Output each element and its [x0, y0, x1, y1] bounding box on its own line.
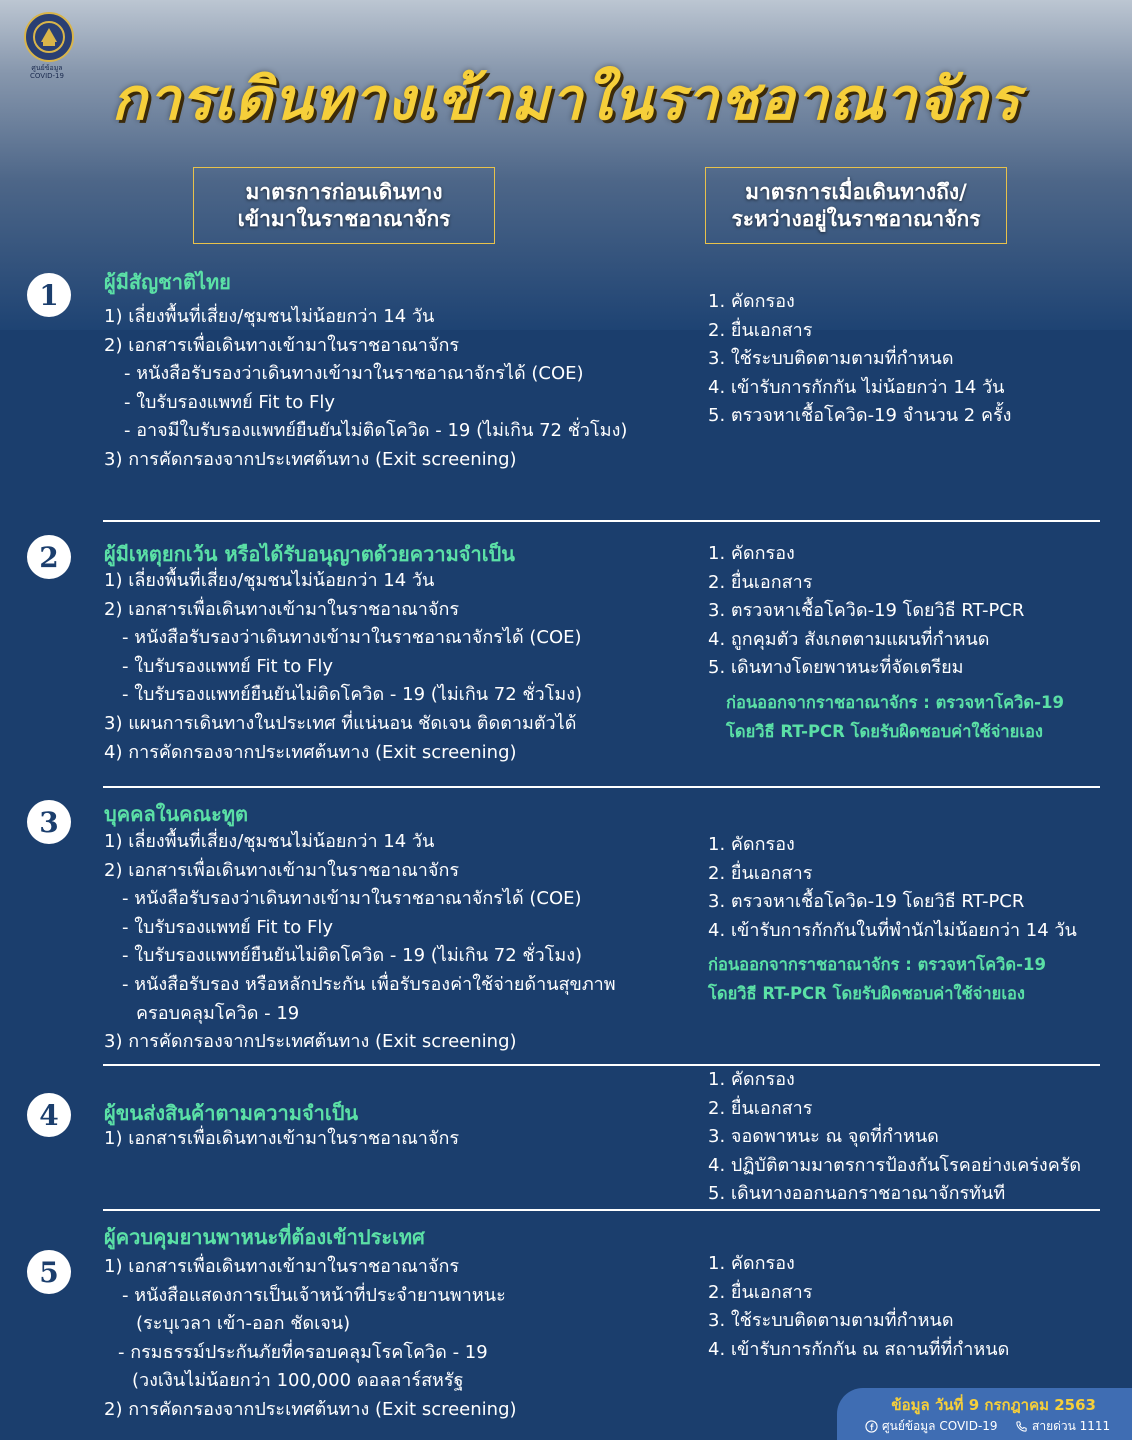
facebook-icon	[865, 1420, 878, 1433]
list-item: 1. คัดกรอง	[708, 1253, 795, 1274]
list-item: - หนังสือรับรอง หรือหลักประกัน เพื่อรับรองค่าใช้จ่ายด้านสุขภาพ	[122, 973, 616, 995]
list-item: 1) เลี่ยงพื้นที่เสี่ยง/ชุมชนไม่น้อยกว่า 14 วัน	[104, 306, 435, 327]
column-header-before-line-1: มาตรการก่อนเดินทาง	[245, 179, 443, 204]
list-item: - ใบรับรองแพทย์ยืนยันไม่ติดโควิด - 19 (ไม่เกิน 72 ชั่วโมง)	[122, 684, 583, 706]
list-item: 3. ใช้ระบบติดตามตามที่กำหนด	[708, 1310, 954, 1332]
list-item: 4. เข้ารับการกักกันในที่พำนักไม่น้อยกว่า 14 วัน	[708, 919, 1077, 941]
logo-caption-line-1: ศูนย์ข้อมูล	[31, 64, 63, 72]
list-item: 2. ยื่นเอกสาร	[708, 571, 813, 593]
column-header-before-line-2: เข้ามาในราชอาณาจักร	[237, 206, 451, 231]
section-1-before-list	[104, 303, 627, 475]
hotline-label	[1015, 1417, 1110, 1436]
section-divider	[103, 520, 1100, 522]
list-item: 2. ยื่นเอกสาร	[708, 1097, 813, 1119]
list-item: - ใบรับรองแพทย์ Fit to Fly	[124, 391, 336, 413]
list-item: 2) เอกสารเพื่อเดินทางเข้ามาในราชอาณาจักร	[104, 598, 460, 620]
section-title-4: ผู้ขนส่งสินค้าตามความจำเป็น	[104, 1101, 359, 1125]
logo-caption-line-2: COVID-19	[30, 72, 64, 80]
list-item: 3) การคัดกรองจากประเทศต้นทาง (Exit screening)	[104, 448, 517, 470]
section-title-1: ผู้มีสัญชาติไทย	[104, 270, 231, 294]
column-header-after	[705, 167, 1007, 244]
note-line: ก่อนออกจากราชอาณาจักร : ตรวจหาโควิด-19	[726, 692, 1064, 712]
list-item: - หนังสือรับรองว่าเดินทางเข้ามาในราชอาณาจักรได้ (COE)	[124, 363, 584, 385]
data-date: ข้อมูล วันที่ 9 กรกฎาคม 2563	[891, 1396, 1096, 1414]
column-header-before	[193, 167, 495, 244]
list-item: (วงเงินไม่น้อยกว่า 100,000 ดอลลาร์สหรัฐ	[132, 1370, 464, 1392]
list-item: 5. ตรวจหาเชื้อโควิด-19 จำนวน 2 ครั้ง	[708, 405, 1012, 427]
list-item: 1) เลี่ยงพื้นที่เสี่ยง/ชุมชนไม่น้อยกว่า 14 วัน	[104, 570, 435, 591]
note-line: ก่อนออกจากราชอาณาจักร : ตรวจหาโควิด-19	[708, 955, 1046, 975]
list-item: 1. คัดกรอง	[708, 543, 795, 564]
list-item: 4. เข้ารับการกักกัน ไม่น้อยกว่า 14 วัน	[708, 376, 1005, 398]
page-title: การเดินทางเข้ามาในราชอาณาจักร	[111, 65, 1021, 133]
list-item: ครอบคลุมโควิด - 19	[136, 1002, 300, 1024]
list-item: 1. คัดกรอง	[708, 834, 795, 855]
footer-info-badge	[837, 1388, 1132, 1440]
section-number-4: 4	[27, 1093, 71, 1137]
section-number-2: 2	[27, 535, 71, 579]
section-2-before-list	[104, 567, 582, 767]
section-3-before-list	[104, 828, 616, 1057]
section-divider	[103, 1209, 1100, 1211]
list-item: - หนังสือรับรองว่าเดินทางเข้ามาในราชอาณาจักรได้ (COE)	[122, 627, 582, 649]
list-item: 3. ใช้ระบบติดตามตามที่กำหนด	[708, 348, 954, 370]
list-item: 1) เอกสารเพื่อเดินทางเข้ามาในราชอาณาจักร	[104, 1128, 460, 1149]
section-title-2: ผู้มีเหตุยกเว้น หรือได้รับอนุญาตด้วยความจำเป็น	[104, 542, 515, 566]
list-item: - หนังสือแสดงการเป็นเจ้าหน้าที่ประจำยานพาหนะ	[122, 1284, 506, 1306]
section-number-3: 3	[27, 800, 71, 844]
list-item: - อาจมีใบรับรองแพทย์ยืนยันไม่ติดโควิด - 19 (ไม่เกิน 72 ชั่วโมง)	[124, 420, 628, 442]
list-item: 1. คัดกรอง	[708, 1069, 795, 1090]
section-4-before-list	[104, 1125, 459, 1154]
list-item: 4. เข้ารับการกักกัน ณ สถานที่ที่กำหนด	[708, 1338, 1010, 1360]
list-item: - หนังสือรับรองว่าเดินทางเข้ามาในราชอาณาจักรได้ (COE)	[122, 888, 582, 910]
phone-icon	[1015, 1420, 1028, 1433]
list-item: 3) การคัดกรองจากประเทศต้นทาง (Exit screening)	[104, 1031, 517, 1053]
list-item: - ใบรับรองแพทย์ Fit to Fly	[122, 916, 334, 938]
list-item: 2) เอกสารเพื่อเดินทางเข้ามาในราชอาณาจักร	[104, 334, 460, 356]
list-item: 5. เดินทางออกนอกราชอาณาจักรทันที	[708, 1183, 1006, 1205]
section-3-after-list	[708, 831, 1077, 1009]
section-number-1: 1	[27, 273, 71, 317]
list-item: - ใบรับรองแพทย์ยืนยันไม่ติดโควิด - 19 (ไม่เกิน 72 ชั่วโมง)	[122, 945, 583, 967]
list-item: 1) เอกสารเพื่อเดินทางเข้ามาในราชอาณาจักร	[104, 1256, 460, 1277]
list-item: 1. คัดกรอง	[708, 291, 795, 312]
list-item: 2. ยื่นเอกสาร	[708, 319, 813, 341]
section-5-after-list	[708, 1250, 1009, 1364]
list-item: - กรมธรรม์ประกันภัยที่ครอบคลุมโรคโควิด - 19	[118, 1341, 488, 1363]
seal-emblem-icon	[32, 20, 66, 54]
note-line: โดยวิธี RT-PCR โดยรับผิดชอบค่าใช้จ่ายเอง	[708, 983, 1025, 1003]
section-divider	[103, 786, 1100, 788]
list-item: 2) เอกสารเพื่อเดินทางเข้ามาในราชอาณาจักร	[104, 859, 460, 881]
column-header-after-line-2: ระหว่างอยู่ในราชอาณาจักร	[731, 206, 981, 231]
list-item: 4. ปฏิบัติตามมาตรการป้องกันโรคอย่างเคร่งครัด	[708, 1154, 1082, 1176]
section-2-after-list	[708, 540, 1064, 746]
list-item: 2) การคัดกรองจากประเทศต้นทาง (Exit screening)	[104, 1398, 517, 1420]
section-title-5: ผู้ควบคุมยานพาหนะที่ต้องเข้าประเทศ	[104, 1225, 425, 1249]
list-item: 3) แผนการเดินทางในประเทศ ที่แน่นอน ชัดเจน ติดตามตัวได้	[104, 712, 577, 734]
list-item: 3. จอดพาหนะ ณ จุดที่กำหนด	[708, 1126, 939, 1148]
list-item: 3. ตรวจหาเชื้อโควิด-19 โดยวิธี RT-PCR	[708, 891, 1025, 913]
facebook-page-name: ศูนย์ข้อมูล COVID-19	[882, 1419, 998, 1433]
section-5-before-list	[104, 1253, 517, 1425]
list-item: 2. ยื่นเอกสาร	[708, 1281, 813, 1303]
list-item: 1) เลี่ยงพื้นที่เสี่ยง/ชุมชนไม่น้อยกว่า 14 วัน	[104, 831, 435, 852]
list-item: - ใบรับรองแพทย์ Fit to Fly	[122, 655, 334, 677]
list-item: (ระบุเวลา เข้า-ออก ชัดเจน)	[136, 1313, 351, 1335]
note-line: โดยวิธี RT-PCR โดยรับผิดชอบค่าใช้จ่ายเอง	[726, 721, 1043, 741]
list-item: 5. เดินทางโดยพาหนะที่จัดเตรียม	[708, 657, 964, 679]
section-number-5: 5	[27, 1250, 71, 1294]
list-item: 4) การคัดกรองจากประเทศต้นทาง (Exit screening)	[104, 741, 517, 763]
section-1-after-list	[708, 288, 1011, 431]
section-title-3: บุคคลในคณะทูต	[104, 802, 248, 826]
list-item: 3. ตรวจหาเชื้อโควิด-19 โดยวิธี RT-PCR	[708, 600, 1025, 622]
column-header-after-line-1: มาตรการเมื่อเดินทางถึง/	[745, 179, 967, 204]
facebook-page-label	[865, 1417, 998, 1436]
hotline-number: สายด่วน 1111	[1032, 1419, 1111, 1433]
section-4-after-list	[708, 1066, 1081, 1209]
list-item: 2. ยื่นเอกสาร	[708, 862, 813, 884]
list-item: 4. ถูกคุมตัว สังเกตตามแผนที่กำหนด	[708, 628, 990, 650]
